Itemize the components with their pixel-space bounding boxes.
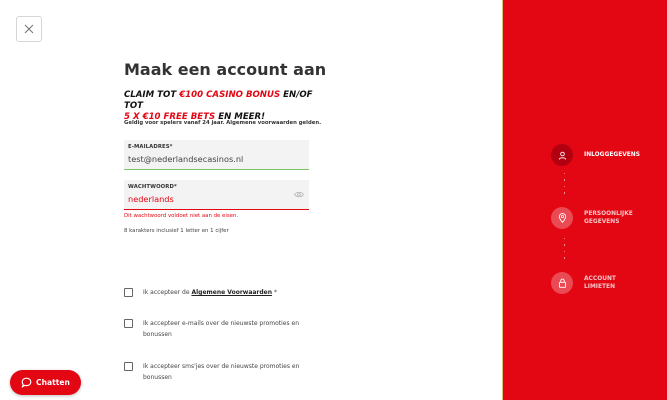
step-label-line: PERSOONLIJKE: [584, 211, 633, 217]
terms-checkbox[interactable]: [124, 288, 133, 297]
step-personal-details: [551, 207, 633, 229]
chat-button[interactable]: [10, 370, 81, 395]
promo-highlight: €100 CASINO BONUS: [179, 90, 281, 100]
password-field[interactable]: [124, 180, 309, 210]
validity-note: Geldig voor spelers vanaf 24 jaar. Algemene voorwaarden gelden.: [124, 120, 322, 126]
password-label: WACHTWOORD*: [128, 184, 177, 190]
terms-checkbox-row[interactable]: [124, 287, 313, 298]
user-icon: [558, 151, 567, 160]
terms-required-mark: *: [272, 289, 277, 296]
promo-highlight: 5 X €10 FREE BETS: [124, 112, 216, 122]
step-label: INLOGGEGEVENS: [584, 152, 640, 158]
close-icon: [24, 24, 34, 34]
step-label-line: ACCOUNT: [584, 276, 616, 282]
sms-checkbox-row[interactable]: [124, 361, 313, 383]
location-pin-icon: [558, 213, 567, 223]
eye-icon[interactable]: [294, 191, 304, 198]
step-connector: [564, 173, 566, 199]
password-error: Dit wachtwoord voldoet niet aan de eisen.: [124, 213, 239, 219]
emails-checkbox[interactable]: [124, 319, 133, 328]
password-hint: 8 karakters inclusief 1 letter en 1 cijfer: [124, 228, 229, 234]
email-field[interactable]: [124, 140, 309, 170]
close-button[interactable]: [16, 16, 42, 42]
email-input[interactable]: test@nederlandsecasinos.nl: [128, 154, 244, 164]
password-input[interactable]: nederlands: [128, 194, 174, 204]
progress-panel: [502, 0, 667, 400]
sms-checkbox[interactable]: [124, 362, 133, 371]
step-account-limits: [551, 272, 616, 294]
emails-label: Ik accepteer e-mails over de nieuwste promoties en bonussen: [143, 320, 299, 338]
step-label-line: GEGEVENS: [584, 219, 620, 225]
page-title: Maak een account aan: [124, 60, 327, 79]
step-label-line: LIMIETEN: [584, 284, 615, 290]
step-icon-circle: [551, 207, 573, 229]
sms-label: Ik accepteer sms'jes over de nieuwste promoties en bonussen: [143, 363, 300, 381]
terms-link[interactable]: Algemene Voorwaarden: [191, 289, 273, 296]
chat-bubble-icon: [21, 377, 32, 388]
step-icon-circle: [551, 144, 573, 166]
promo-text: EN/OF TOT: [124, 90, 313, 111]
step-label: [584, 210, 633, 226]
step-connector: [564, 238, 566, 264]
promo-text: EN MEER!: [215, 112, 266, 122]
emails-checkbox-row[interactable]: [124, 318, 313, 340]
terms-text: Ik accepteer de: [143, 289, 192, 296]
lock-icon: [558, 278, 567, 288]
promo-banner: [124, 90, 324, 123]
email-label: E-MAILADRES*: [128, 144, 173, 150]
step-login-details: [551, 144, 640, 166]
terms-label: [143, 287, 313, 298]
promo-text: CLAIM TOT: [124, 90, 180, 100]
chat-button-label: Chatten: [36, 378, 70, 387]
step-icon-circle: [551, 272, 573, 294]
step-label: [584, 275, 616, 291]
